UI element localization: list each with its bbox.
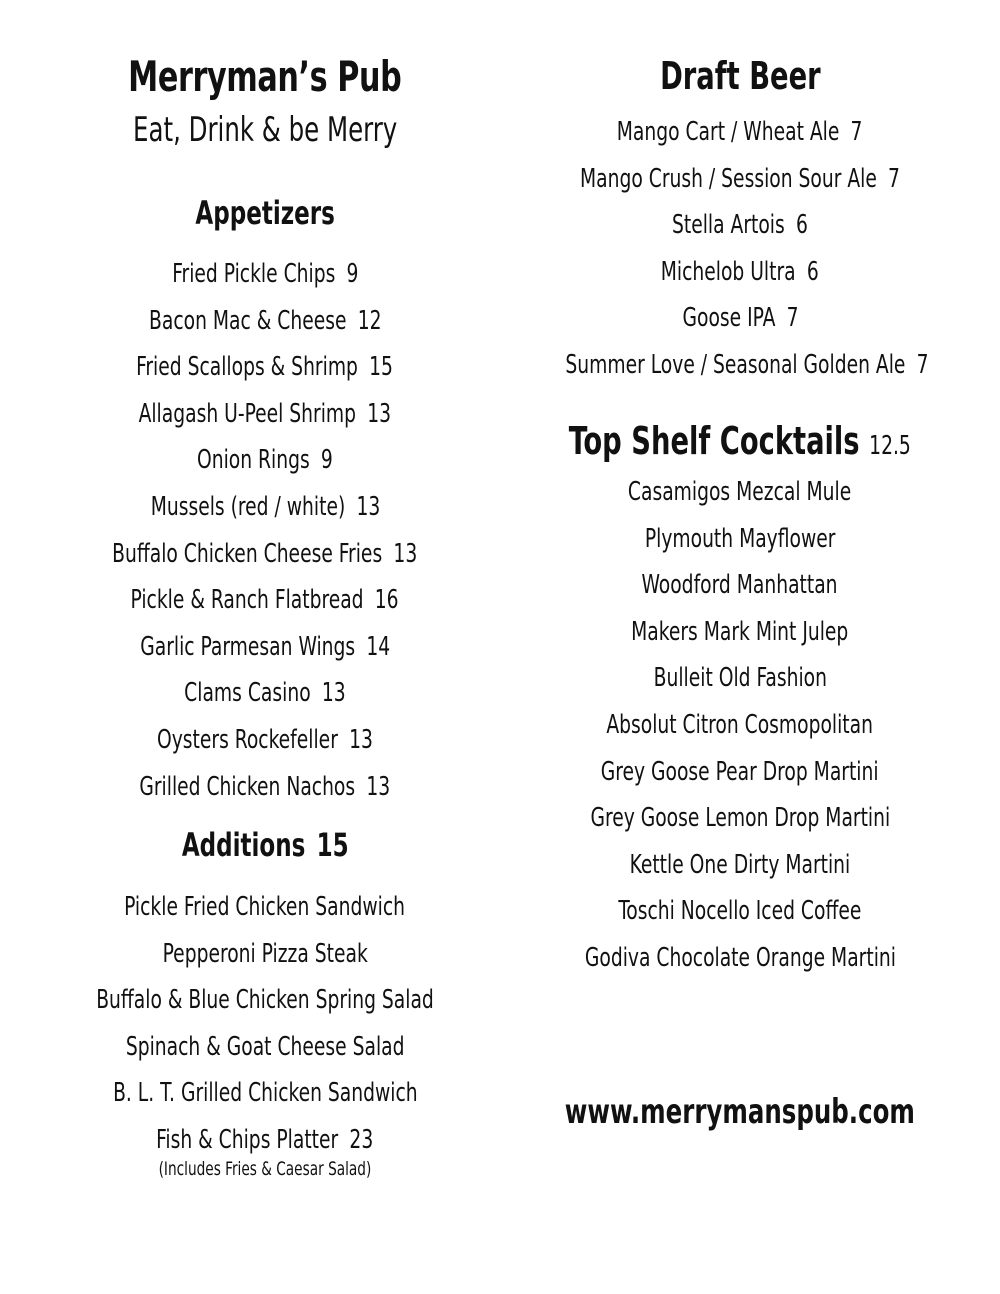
cocktail-item	[520, 655, 960, 702]
beer-item	[520, 295, 960, 342]
addition-item-name: Pickle Fried Chicken Sandwich	[124, 892, 406, 922]
addition-item	[0, 884, 530, 931]
appetizer-item	[0, 484, 530, 531]
addition-item-price: 23	[349, 1124, 374, 1155]
addition-item	[0, 1024, 530, 1071]
cocktail-item	[520, 842, 960, 889]
cocktail-item	[520, 562, 960, 609]
beer-item	[520, 109, 960, 156]
appetizer-item-name: Bacon Mac & Cheese	[148, 305, 347, 336]
cocktail-item	[520, 888, 960, 935]
appetizer-item-price: 13	[367, 398, 392, 429]
beer-item-name: Goose IPA	[681, 303, 775, 334]
draft-beer-list	[520, 109, 960, 389]
additions-list	[0, 884, 530, 1164]
cocktail-item-name: Makers Mark Mint Julep	[631, 616, 849, 647]
appetizer-item-name: Allagash U-Peel Shrimp	[138, 398, 357, 429]
addition-item-name: Buffalo & Blue Chicken Spring Salad	[96, 985, 434, 1016]
appetizer-item-price: 13	[321, 678, 346, 709]
addition-item	[0, 1117, 530, 1164]
beer-item	[520, 156, 960, 203]
cocktail-item	[520, 609, 960, 656]
cocktail-item	[520, 516, 960, 563]
fish-chips-note: (Includes Fries & Caesar Salad)	[158, 1158, 372, 1180]
cocktails-heading: Top Shelf Cocktails 12.5	[568, 419, 912, 463]
appetizer-item-name: Grilled Chicken Nachos	[139, 771, 356, 802]
appetizer-item-price: 9	[346, 259, 359, 289]
website-link[interactable]: www.merrymanspub.com	[564, 1092, 916, 1132]
appetizer-item-name: Onion Rings	[197, 445, 310, 476]
appetizer-item	[0, 577, 530, 624]
cocktail-item-name: Casamigos Mezcal Mule	[628, 477, 852, 507]
beer-item-name: Mango Cart / Wheat Ale	[617, 117, 840, 147]
cocktail-item-name: Kettle One Dirty Martini	[629, 849, 851, 880]
appetizer-item	[0, 437, 530, 484]
appetizer-item-name: Pickle & Ranch Flatbread	[130, 585, 365, 616]
appetizer-item-price: 13	[366, 771, 391, 802]
beer-item-price: 7	[888, 163, 900, 194]
appetizer-item-name: Mussels (red / white)	[150, 491, 345, 522]
appetizer-item-name: Fried Scallops & Shrimp	[136, 352, 359, 383]
additions-heading: Additions 15	[181, 826, 349, 864]
addition-item-name: Pepperoni Pizza Steak	[162, 938, 368, 969]
appetizer-item-price: 12	[357, 305, 382, 336]
appetizer-item	[0, 298, 530, 345]
appetizer-item-name: Fried Pickle Chips	[171, 259, 335, 289]
cocktail-item	[520, 469, 960, 516]
beer-item-price: 6	[796, 210, 808, 241]
appetizer-item	[0, 624, 530, 671]
appetizer-item	[0, 344, 530, 391]
cocktail-item-name: Absolut Citron Cosmopolitan	[606, 709, 874, 740]
appetizer-item	[0, 717, 530, 764]
cocktail-item	[520, 935, 960, 982]
cocktail-item-name: Woodford Manhattan	[641, 570, 839, 601]
cocktail-item-name: Bulleit Old Fashion	[653, 663, 827, 694]
addition-item-name: Spinach & Goat Cheese Salad	[125, 1031, 405, 1062]
appetizer-item-price: 15	[369, 352, 394, 383]
addition-item-name: B. L. T. Grilled Chicken Sandwich	[112, 1078, 418, 1109]
pub-name: Merryman’s Pub	[128, 52, 402, 101]
beer-item	[520, 249, 960, 296]
cocktail-item	[520, 749, 960, 796]
appetizers-list	[0, 251, 530, 810]
appetizer-item	[0, 251, 530, 298]
beer-item-name: Michelob Ultra	[660, 256, 796, 287]
cocktails-list	[520, 469, 960, 982]
beer-item	[520, 202, 960, 249]
cocktail-item	[520, 702, 960, 749]
appetizer-item	[0, 764, 530, 811]
beer-item-name: Mango Crush / Session Sour Ale	[580, 163, 877, 194]
addition-item-name: Fish & Chips Platter	[156, 1124, 339, 1155]
beer-item-name: Summer Love / Seasonal Golden Ale	[565, 349, 906, 380]
appetizer-item-price: 9	[321, 445, 333, 476]
beer-item-price: 7	[850, 117, 863, 147]
cocktail-item-name: Godiva Chocolate Orange Martini	[584, 942, 896, 973]
cocktail-item-name: Plymouth Mayflower	[644, 523, 836, 554]
appetizer-item	[0, 391, 530, 438]
appetizers-heading: Appetizers	[195, 194, 335, 232]
appetizer-item	[0, 670, 530, 717]
appetizer-item-price: 13	[349, 724, 373, 755]
cocktail-item	[520, 795, 960, 842]
appetizer-item-price: 13	[355, 491, 380, 522]
beer-item	[520, 342, 960, 389]
appetizer-item-price: 13	[393, 538, 418, 569]
addition-item	[0, 931, 530, 978]
appetizer-item-price: 16	[375, 585, 400, 616]
appetizer-item-name: Garlic Parmesan Wings	[140, 631, 355, 662]
draft-beer-heading: Draft Beer	[659, 54, 821, 98]
appetizer-item-name: Clams Casino	[184, 678, 311, 709]
beer-item-name: Stella Artois	[672, 210, 785, 241]
cocktail-item-name: Toschi Nocello Iced Coffee	[618, 896, 862, 927]
tagline: Eat, Drink & be Merry	[132, 110, 398, 150]
appetizer-item	[0, 531, 530, 578]
appetizer-item-name: Buffalo Chicken Cheese Fries	[112, 538, 383, 569]
appetizer-item-price: 14	[366, 631, 390, 662]
beer-item-price: 7	[786, 303, 798, 334]
addition-item	[0, 977, 530, 1024]
appetizer-item-name: Oysters Rockefeller	[157, 724, 338, 755]
beer-item-price: 7	[916, 349, 929, 380]
cocktail-item-name: Grey Goose Lemon Drop Martini	[590, 803, 890, 834]
addition-item	[0, 1070, 530, 1117]
cocktail-item-name: Grey Goose Pear Drop Martini	[601, 756, 879, 787]
beer-item-price: 6	[807, 256, 819, 287]
